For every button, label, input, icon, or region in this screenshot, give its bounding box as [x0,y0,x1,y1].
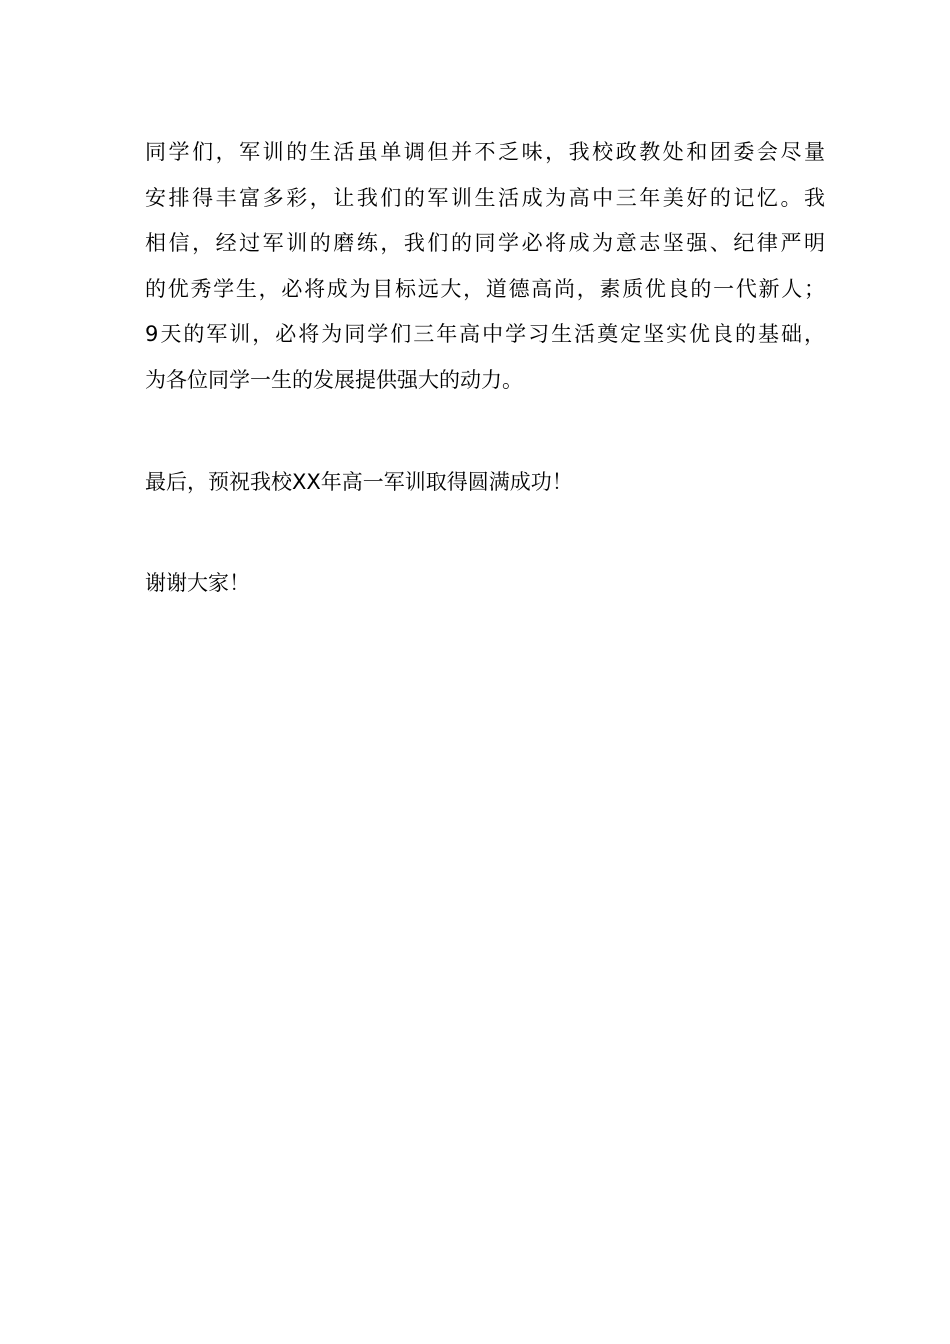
paragraph-line: 为各位同学一生的发展提供强大的动力。 [145,367,523,392]
paragraph-spacer [145,505,825,561]
paragraph-spacer [145,404,825,460]
paragraph-military-training-summary [145,130,825,404]
paragraph-closing-wish: 最后，预祝我校XX年高一军训取得圆满成功！ [145,469,573,494]
document-body [145,130,825,607]
paragraph-line: 相信，经过军训的磨练，我们的同学必将成为意志坚强、纪律严明 [145,231,825,256]
paragraph-line: 安排得丰富多彩，让我们的军训生活成为高中三年美好的记忆。我 [145,185,825,210]
paragraph-line: 的优秀学生，必将成为目标远大，道德高尚，素质优良的一代新人； [145,276,825,301]
paragraph-thanks: 谢谢大家！ [145,571,250,596]
paragraph-line: 同学们，军训的生活虽单调但并不乏味，我校政教处和团委会尽量 [145,140,825,164]
paragraph-line: 9天的军训，必将为同学们三年高中学习生活奠定坚实优良的基础， [145,322,825,347]
